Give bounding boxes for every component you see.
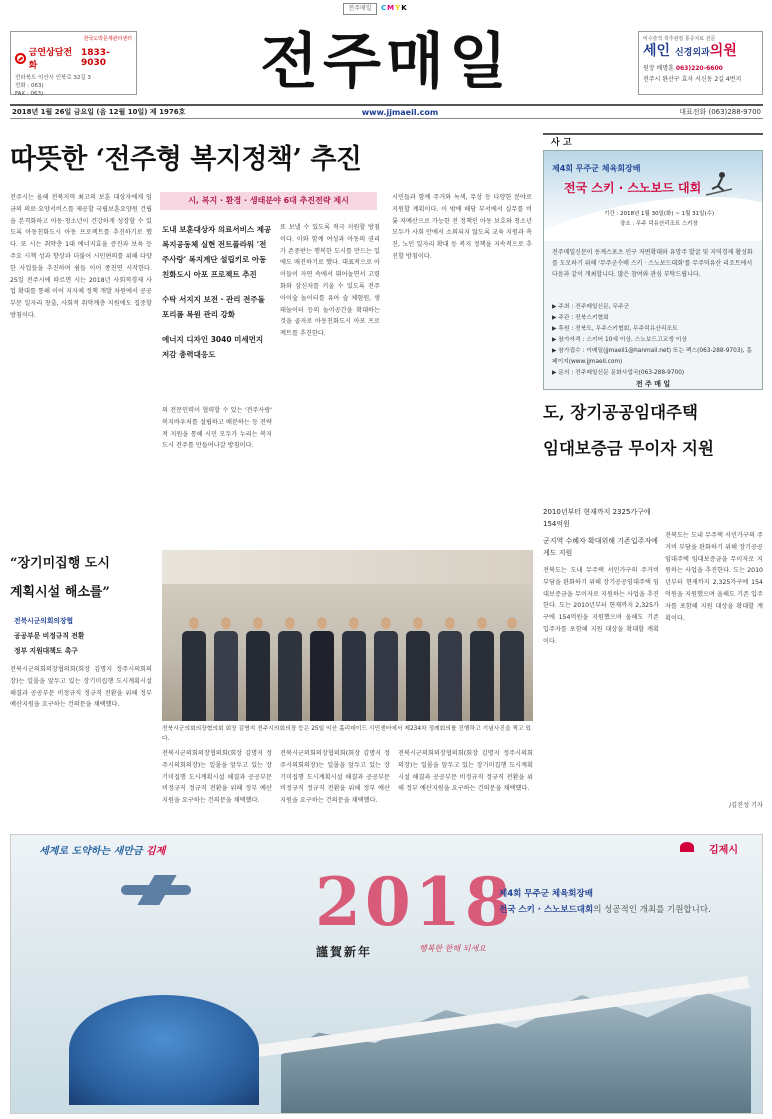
story2-column-2: 전북도는 도내 무주택 서민가구의 주거비 부담을 완화하기 위해 장기공공임대주택 임대보증금을 무이자로 지원하는 사업을 추진한다. 도는 2010년부터 현재까지 2,325가구에 154억원을 지원했으며 올해도 기존 입주자를 포함해 지원 대상을 확대할 계획이다. xyxy=(665,532,763,622)
strategy-bar: 시, 복지 · 환경 · 생태분야 6대 추진전략 제시 xyxy=(160,192,377,210)
event-period: 기간 : 2018년 1월 30일(화) ~ 1월 31일(수) xyxy=(604,211,715,217)
story3-column: 전북시군의회의장협의회(회장 김명지 정주시의회의장)는 일몰을 앞두고 있는 장기미집행 도시계획시설 해결과 공공부문 비정규직 정규직 전환을 위해 정부 예산지원을 요구하는 건의문을 채택했다. xyxy=(10,666,152,709)
clinic-name-a: 세인 xyxy=(643,43,671,59)
header-ad-right[interactable] xyxy=(638,31,763,95)
group-photo xyxy=(162,550,533,721)
ad-sub: 비수술적 척추관절 통증치료 전문 xyxy=(643,36,716,42)
story3-sub: 정부 지원대책도 촉구 xyxy=(14,647,78,655)
story2-headline-line1: 도, 장기공공임대주택 xyxy=(543,403,698,422)
ad-brand: 한국도박문제관리센터 xyxy=(83,36,132,42)
ad-hotline-number: 1833-9030 xyxy=(81,48,110,68)
ad-line: FAX : 063) xyxy=(15,91,44,97)
story3-column-3: 전북시군의회의장협의회(회장 김명지 정주시의회의장)는 일몰을 앞두고 있는 장기미집행 도시계획시설 해결과 공공부문 비정규직 정규직 전환을 위해 정부 예산지원을 요구하는 건의문을 채택했다. xyxy=(280,750,390,805)
story2-headline xyxy=(543,395,763,467)
story3-subheads xyxy=(14,614,140,659)
page-tag: 전주매일 xyxy=(343,3,377,15)
new-year-greeting-kr: 행복한 한해 되세요 xyxy=(419,944,486,953)
article-subheads xyxy=(162,222,272,372)
story2-byline: /김진성 기자 xyxy=(729,802,763,809)
story2-headline-line2: 임대보증금 무이자 지원 xyxy=(543,439,714,458)
person-figure xyxy=(342,617,366,721)
story3-sub: 공공부문 비정규직 전환 xyxy=(14,632,85,640)
clinic-name-c: 의원 xyxy=(709,43,737,59)
ad-event-title: 제4회 무주군 체육회장배 xyxy=(499,889,593,899)
notice-intro: 전주매일신문이 동계스포츠 인구 저변확대와 유망주 발굴 및 지역경제 활성화를 도모하기 위해 '무주군수배 스키 · 스노보드대회'를 무주덕유산 리조트에서 다음과 같이 개최합니다. 많은 참여와 관심 부탁드립니다. xyxy=(552,249,753,278)
event-venue: 장소 : 무주 덕유산리조트 스키장 xyxy=(620,221,698,227)
ad-event-name: 전국 스키 · 스노보드대회의 성공적인 개최를 기원합니다. xyxy=(499,905,711,915)
ad-hotline xyxy=(15,45,132,71)
story2-sub: 군지역 수혜자 확대위해 기존입주자에게도 지원 xyxy=(543,537,658,557)
notice-item: ▶ 참가접수 : 이메일(jjmaeil1@hanmail.net) 또는 팩스(063-288-9703), 홈페이지(www.jjmaeil.com) xyxy=(552,348,752,365)
subhead: 수탁 서지지 보전 · 관리 전주돌포리폼 복원 관리 강화 xyxy=(162,295,265,319)
person-figure xyxy=(500,617,524,721)
main-headline: 따뜻한 ‘전주형 복지정책’ 추진 xyxy=(10,144,362,175)
clinic-name xyxy=(643,43,758,61)
city-logo-icon xyxy=(680,842,694,852)
person-figure xyxy=(374,617,398,721)
person-figure xyxy=(278,617,302,721)
ad-slogan: 세계로 도약하는 새만금 김제 xyxy=(39,846,166,857)
gimje-city-ad[interactable] xyxy=(10,834,763,1114)
person-figure xyxy=(438,617,462,721)
cmyk-m: M xyxy=(387,4,396,12)
article-column-2: 또 보낼 수 있도록 적극 지원할 방침이다. 이와 함께 여성과 아동의 권리가 존중받는 행복한 도시를 만드는 일에도 매진하기로 했다. 대표적으로 아이들이 자연 속에서 뛰어놀면서 고령화와 삼신저를 키울 수 있도록 전주 아이숲 놀이터를 유아 숲 체험원, 생태놀이터 등의 놀이공간을 확대하는 것을 골자로 아동친화도시 아포 프로젝트를 추진한다. xyxy=(280,224,380,338)
skier-icon xyxy=(704,171,734,197)
main-phone: 대표전화 (063)288-9700 xyxy=(679,108,761,116)
person-figure xyxy=(310,617,334,721)
person-figure xyxy=(406,617,430,721)
event-name: 전국 스키 · 스노보드 대회 xyxy=(564,181,702,195)
clinic-address: 전주시 완산구 효자 서신동 2길 4번지 xyxy=(643,76,742,83)
notice-sign: 전 주 매 일 xyxy=(635,380,671,388)
ad-lines xyxy=(15,74,132,98)
clinic-doctor: 원장 배명훈 063)220-6600 xyxy=(643,65,723,72)
city-logo: 김제시 xyxy=(709,845,738,856)
subhead: 도내 보훈대상자 의료서비스 제공 복지공동체 실현 전트플라워 '전주사랑' 복지계단 설립키로 아동친화도시 아포 프로젝트 추진 xyxy=(162,225,272,279)
person-figure xyxy=(470,617,494,721)
photo-caption: 전북시군의회의장협의회 회장 김명지 전주시의회의장 등은 25일 익산 홀리데이드 시민센터에서 제234차 정례회의를 진행하고 기념사진을 찍고 있다. xyxy=(162,726,532,742)
issue-date: 2018년 1월 26일 금요일 (음 12월 10일) 제 1976호 xyxy=(12,108,186,116)
article-column-3: 시민들과 함께 주거와 녹색, 무상 등 다양한 분야로 지원할 계획이다. 이 밖에 해당 부서에서 실무를 비롯 저예산으로 가능한 전 정책인 아동 보호와 청소년 모두가 사회 안에서 소외되지 않도록 교육 지원과 촉진, 노인 일자리 확대 등 복지 정책을 지속적으로 추진할 방침이다. xyxy=(392,194,532,260)
notice-head: 사 고 xyxy=(543,133,763,149)
notice-item: ▶ 참가자격 : 스키어 10세 이상, 스노보드고교생 이상 xyxy=(552,337,687,343)
story3-column-4: 전북시군의회의장협의회(회장 김명지 정주시의회의장)는 일몰을 앞두고 있는 장기미집행 도시계획시설 해결과 공공부문 비정규직 정규직 전환을 위해 정부 예산지원을 요구하는 건의문을 채택했다. xyxy=(398,750,533,793)
person-figure xyxy=(182,617,206,721)
notice-box xyxy=(543,150,763,390)
person-figure xyxy=(214,617,238,721)
cmyk-c: C xyxy=(381,4,388,12)
article-column-2a: 의 전문인력이 협력할 수 있는 '전주사랑' 복지바우처를 설립하고 배분하는 등 전략적 지원을 통해 시민 모두가 누리는 복지도시 전주를 만들어나갈 방침이다. xyxy=(162,407,272,450)
cmyk-y: Y xyxy=(395,4,402,12)
story3-headline-line2: 계획시설 해소를” xyxy=(10,585,110,600)
story2-sub: 2010년부터 현재까지 2325가구에 154억원 xyxy=(543,508,651,528)
ad-line: 전라북도 익산시 인북로 32길 3 xyxy=(15,75,91,81)
photo-banner xyxy=(162,550,533,584)
ad-line: 전화 : 063) xyxy=(15,83,44,89)
airplane-icon xyxy=(121,885,191,895)
story2-subheads xyxy=(543,506,659,564)
new-year-number: 2018 xyxy=(315,863,515,941)
header-ad-left[interactable] xyxy=(10,31,137,95)
notice-list xyxy=(552,302,756,379)
cmyk-k: K xyxy=(401,4,408,12)
notice-item: ▶ 문의 : 전주매일신문 문화사업국(063-288-9700) xyxy=(552,370,685,376)
ski-event-banner xyxy=(544,151,762,241)
website-link[interactable]: www.jjmaeil.com xyxy=(361,108,439,117)
clinic-name-b: 신경외과 xyxy=(674,48,710,58)
notice-item: ▶ 주관 : 전북스키협회 xyxy=(552,315,609,321)
cmyk-marks xyxy=(381,4,408,12)
story2-column-1: 전북도는 도내 무주택 서민가구의 주거비 부담을 완화하기 위해 장기공공임대주택 임대보증금을 무이자로 지원하는 사업을 추진한다. 도는 2010년부터 현재까지 2,325가구에 154억원을 지원했으며 올해도 기존 입주자를 포함해 지원 대상을 확대할 계획이다. xyxy=(543,567,659,645)
story3-sub: 전북시군의회의장협 xyxy=(14,617,74,625)
newspaper-masthead: 전주매일 xyxy=(260,27,512,97)
story3-column-2: 전북시군의회의장협의회(회장 김명지 정주시의회의장)는 일몰을 앞두고 있는 장기미집행 도시계획시설 해결과 공공부문 비정규직 정규직 전환을 위해 정부 예산지원을 요구하는 건의문을 채택했다. xyxy=(162,750,272,805)
ad-hotline-label: 금연상담전화 xyxy=(28,48,73,71)
event-title: 제4회 무주군 체육회장배 xyxy=(552,164,641,173)
date-line xyxy=(10,104,763,119)
notice-item: ▶ 주최 : 전주매일신문, 무주군 xyxy=(552,304,630,310)
story3-headline xyxy=(10,549,150,607)
notice-item: ▶ 후원 : 전북도, 무주스키협회, 무주덕유산리조트 xyxy=(552,326,678,332)
clinic-tel: 063)220-6600 xyxy=(675,65,723,72)
new-year-greeting: 謹賀新年 xyxy=(316,945,373,959)
article-column-1: 전주시는 올해 전북지역 최고의 보훈 대상자에게 임금의 의료·요양서비스를 제공할 국립보훈요양원 건립을 본격화하고 아동·청소년이 건강하게 성장할 수 있도록 아동친화도시 아동 프로젝트를 추진하기로 했다. 또 시는 취약층 1대 에너지효율 증진과 보육 등 주요 시책 성과 향상과 더불어 시민편의를 위해 다양한 사업들을 추진하며 쉼들 이어 종친연 시작한다. 25일 전주시에 따르면 시는 2018년 사회적경제 사업 확대를 통해 이어 지자체 정책 개발 차원에서 공공부문 일자리 창출, 사회적 취약계층 지원에도 집중할 방침이다. xyxy=(10,194,152,319)
story3-headline-line1: “장기미집행 도시 xyxy=(10,556,110,571)
globe-illustration xyxy=(69,995,259,1105)
subhead: 에너지 디자인 3040 미세먼지 저감 총력대응도 xyxy=(162,335,264,359)
no-smoking-icon xyxy=(15,53,26,64)
person-figure xyxy=(246,617,270,721)
